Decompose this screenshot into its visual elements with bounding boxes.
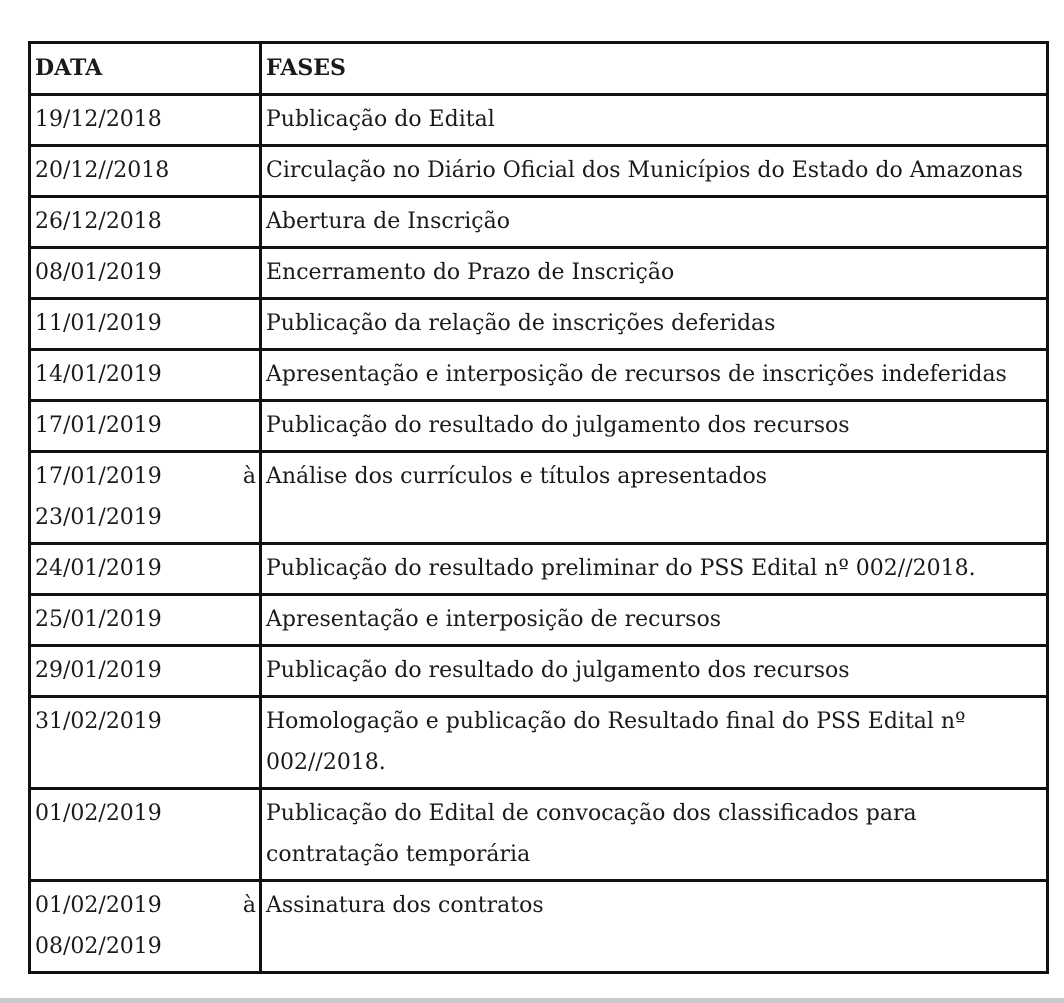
date-cell: 19/12/2018: [30, 95, 261, 146]
date-cell: 31/02/2019: [30, 697, 261, 789]
table-row: [30, 452, 1048, 544]
date-range-end: 08/02/2019: [35, 934, 162, 959]
date-range-start: 01/02/2019: [35, 893, 162, 918]
date-cell: 01/02/2019: [30, 789, 261, 881]
phase-cell: Análise dos currículos e títulos apresentados: [261, 452, 1048, 544]
date-cell: 08/01/2019: [30, 248, 261, 299]
date-cell: 17/01/2019: [30, 401, 261, 452]
phase-cell: Publicação do resultado do julgamento dos recursos: [261, 401, 1048, 452]
phase-cell: Encerramento do Prazo de Inscrição: [261, 248, 1048, 299]
date-range-end: 23/01/2019: [35, 505, 162, 530]
date-cell: 24/01/2019: [30, 544, 261, 595]
table-row: [30, 544, 1048, 595]
date-cell: 20/12//2018: [30, 146, 261, 197]
phase-cell: Publicação do resultado do julgamento dos recursos: [261, 646, 1048, 697]
date-column-header: DATA: [30, 43, 261, 95]
date-cell: 14/01/2019: [30, 350, 261, 401]
table-row: [30, 248, 1048, 299]
phase-cell: Publicação do resultado preliminar do PSS Edital nº 002//2018.: [261, 544, 1048, 595]
date-cell: 25/01/2019: [30, 595, 261, 646]
table-row: [30, 646, 1048, 697]
date-cell: 11/01/2019: [30, 299, 261, 350]
table-header-row: [30, 43, 1048, 95]
table-row: [30, 146, 1048, 197]
date-range-connector: à: [242, 893, 256, 918]
table-row: [30, 401, 1048, 452]
date-range-connector: à: [242, 464, 256, 489]
table-row: [30, 95, 1048, 146]
table-row: [30, 697, 1048, 789]
phase-cell: Circulação no Diário Oficial dos Municípios do Estado do Amazonas: [261, 146, 1048, 197]
phase-cell: Publicação da relação de inscrições deferidas: [261, 299, 1048, 350]
date-range-cell: [30, 452, 261, 544]
date-cell: 29/01/2019: [30, 646, 261, 697]
date-range-start: 17/01/2019: [35, 464, 162, 489]
table-row: [30, 350, 1048, 401]
table-row: [30, 595, 1048, 646]
date-range-cell: [30, 881, 261, 973]
phase-cell: Apresentação e interposição de recursos: [261, 595, 1048, 646]
phase-cell: Publicação do Edital: [261, 95, 1048, 146]
phase-cell: Apresentação e interposição de recursos de inscrições indeferidas: [261, 350, 1048, 401]
phase-cell: Homologação e publicação do Resultado final do PSS Edital nº 002//2018.: [261, 697, 1048, 789]
date-range-start-line: [35, 456, 256, 497]
table-row: [30, 789, 1048, 881]
bottom-divider: [0, 998, 1064, 1003]
phase-column-header: FASES: [261, 43, 1048, 95]
phase-cell: Publicação do Edital de convocação dos classificados para contratação temporária: [261, 789, 1048, 881]
phase-cell: Assinatura dos contratos: [261, 881, 1048, 973]
table-row: [30, 197, 1048, 248]
schedule-table: [28, 41, 1049, 974]
date-cell: 26/12/2018: [30, 197, 261, 248]
date-range-start-line: [35, 885, 256, 926]
table-row: [30, 299, 1048, 350]
phase-cell: Abertura de Inscrição: [261, 197, 1048, 248]
table-row: [30, 881, 1048, 973]
